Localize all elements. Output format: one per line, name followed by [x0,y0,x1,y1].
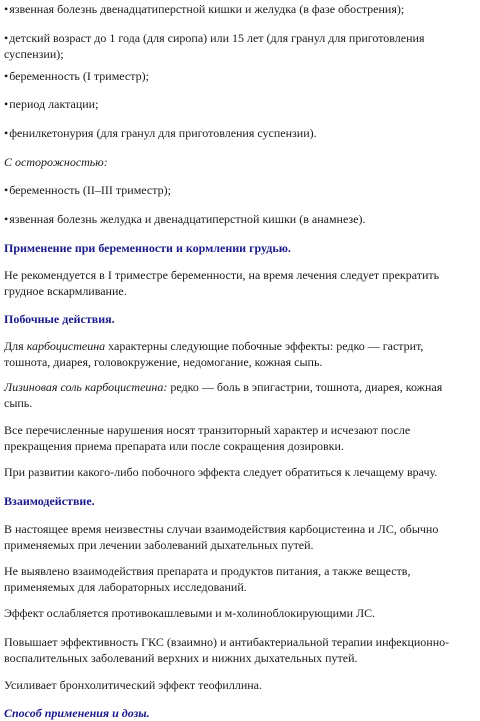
interaction-paragraph: Повышает эффективность ГКС (взаимно) и антибактериальной терапии инфекционно-воспалительных заболеваний верхних и нижних дыхательных путей. [4,635,450,665]
side-effects-paragraph: Все перечисленные нарушения носят транзиторный характер и исчезают после прекращения приема препарата или после сокращения дозировки. [4,423,411,453]
interaction-paragraph: В настоящее время неизвестны случаи взаимодействия карбоцистеина и ЛС, обычно применяемых при лечении заболеваний дыхательных путей. [4,522,439,552]
side-effects-p1-text: характерны следующие побочные эффекты: редко — гастрит, тошнота, диарея, головокружение, недомогание, кожная сыпь. [4,339,424,369]
caution-item: • язвенная болезнь желудка и двенадцатиперстной кишки (в анамнезе). [4,211,466,227]
interaction-paragraph: Эффект ослабляется противокашлевыми и м-холиноблокирующими ЛС. [4,606,376,620]
side-effects-paragraph [4,379,466,411]
caution-item: • беременность (II–III триместр); [4,182,466,198]
side-effects-heading: Побочные действия. [4,312,115,326]
lysine-salt-italic: Лизиновая соль карбоцистеина: [4,380,168,394]
side-effects-paragraph: При развитии какого-либо побочного эффекта следует обратиться к лечащему врачу. [4,465,438,479]
contraindication-item: • язвенная болезнь двенадцатиперстной кишки и желудка (в фазе обострения); [4,1,466,17]
side-effects-p2-text: редко — боль в эпигастрии, тошнота, диарея, кожная сыпь. [4,380,443,410]
contraindication-item: • фенилкетонурия (для гранул для приготовления суспензии). [4,125,466,141]
pregnancy-text: Не рекомендуется в I триместре беременности, на время лечения следует прекратить грудное вскармливание. [4,268,440,298]
interaction-paragraph: Усиливает бронхолитический эффект теофиллина. [4,678,262,692]
interaction-heading: Взаимодействие. [4,494,95,508]
dosage-heading: Способ применения и дозы. [4,706,150,720]
contraindication-item: • беременность (I триместр); [4,68,466,84]
interaction-paragraph: Не выявлено взаимодействия препарата и продуктов питания, а также веществ, применяемых для лабораторных исследований. [4,564,411,594]
pregnancy-heading: Применение при беременности и кормлении грудью. [4,241,291,255]
side-effects-p1-prefix: Для [4,339,27,353]
drug-name-italic: карбоцистеина [26,339,106,353]
caution-label: С осторожностью: [4,155,108,169]
contraindication-item: • период лактации; [4,96,466,112]
side-effects-paragraph [4,338,466,370]
contraindication-item: • детский возраст до 1 года (для сиропа) или 15 лет (для гранул для приготовления суспензии); [4,30,466,62]
